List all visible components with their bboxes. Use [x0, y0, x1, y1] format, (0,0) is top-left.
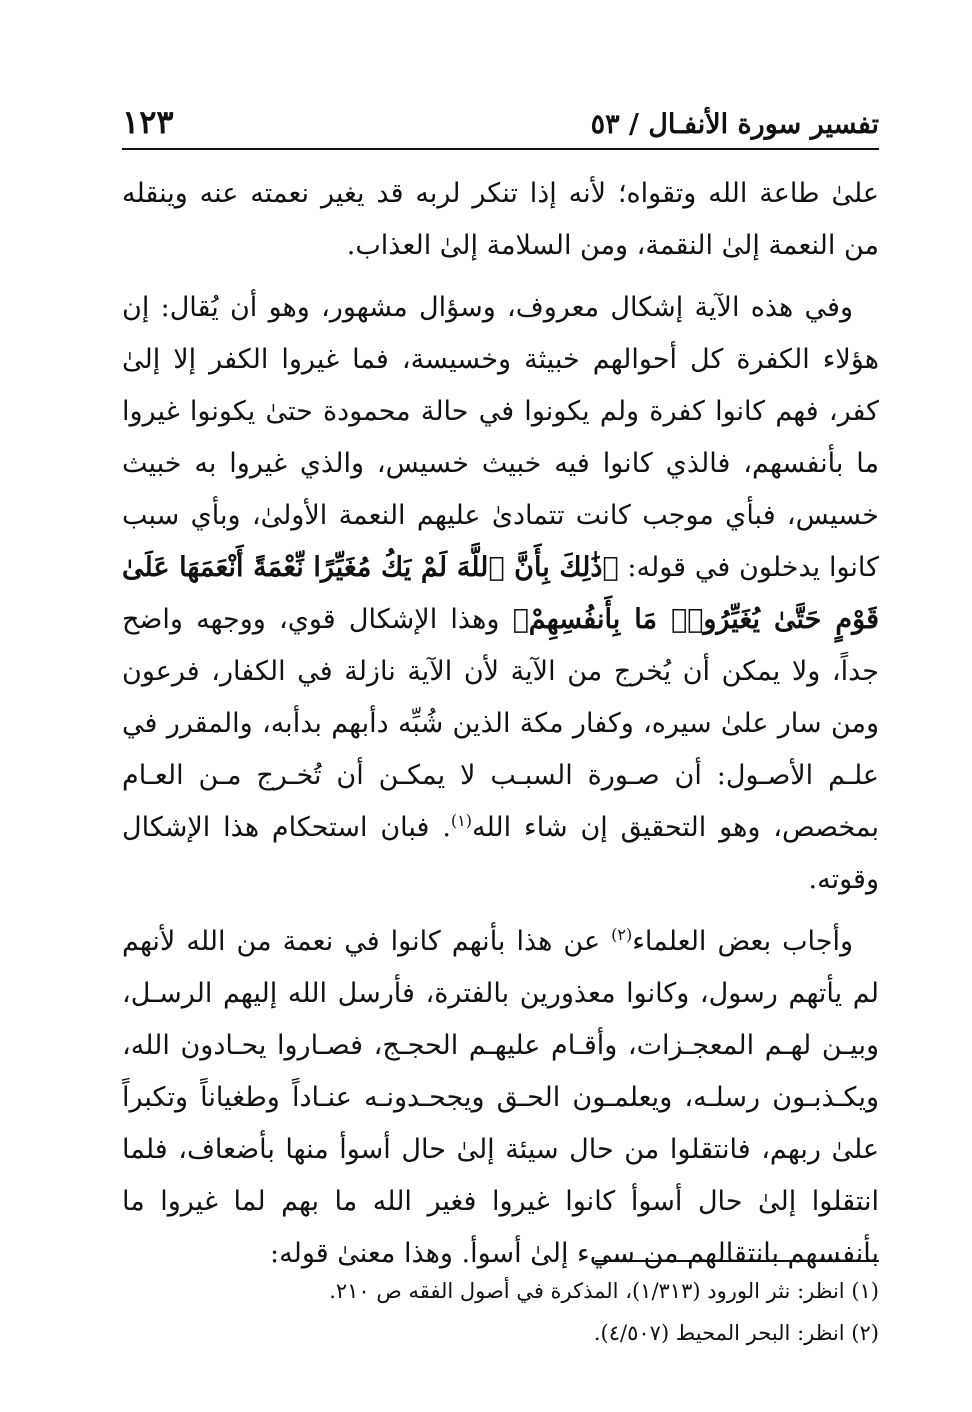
header-rule — [122, 148, 879, 150]
paragraph-2-ending: . فبان استحكام هذا الإشكال وقوته. — [122, 812, 879, 895]
paragraph-3-opening: وأجاب بعض العلماء — [632, 926, 853, 957]
quran-verse: ذَٰلِكَ بِأَنَّ ٱللَّهَ لَمْ يَكُ مُغَيِّرًا نِّعْمَةً أَنْعَمَهَا عَلَىٰ قَوْمٍ حَتَّىٰ يُغَيِّرُوا۟ مَا بِأَنفُسِهِمْ — [122, 552, 879, 635]
page-number: ١٢٣ — [122, 103, 174, 141]
footnote-ref-1: (١) — [450, 811, 473, 830]
paragraph-1: علىٰ طاعة الله وتقواه؛ لأنه إذا تنكر لربه قد يغير نعمته عنه وينقله من النعمة إلىٰ النقمة، ومن السلامة إلىٰ العذاب. — [122, 178, 879, 261]
main-text — [122, 168, 879, 1290]
quran-close-bracket: ﴾ — [512, 604, 529, 635]
paragraph-2 — [122, 282, 879, 906]
paragraph-3-continuation: عن هذا بأنهم كانوا في نعمة من الله لأنهم لم يأتهم رسول، وكانوا معذورين بالفترة، فأرسل الله إليهم الرسـل، وبيـن لهـم المعجـزات، وأقـام عليهـم الحجـج، فصـاروا يحـادون الله، ويكـذبـون رسلـه، ويعلمـون الحـق ويجحـدونـه عنـاداً وطغياناً وتكبراً علىٰ ربهم، فانتقلوا من حال سيئة إلىٰ حال أسوأ منها بأضعاف، فلما انتقلوا إلىٰ حال أسوأ كانوا غيروا فغير الله ما بهم لما غيروا ما بأنفسهم بانتقالهم من سيء إلىٰ أسوأ. وهذا معنىٰ قوله: — [122, 926, 879, 1269]
running-title: تفسير سورة الأنفـال / ٥٣ — [590, 109, 879, 140]
quran-open-bracket: ﴿ — [602, 552, 619, 583]
paragraph-2-opening: وفي هذه الآية إشكال معروف، وسؤال مشهور، وهو أن يُقال: إن هؤلاء الكفرة كل أحوالهم خبيثة وخسيسة، فما غيروا الكفر إلا إلىٰ كفر، فهم كانوا كفرة ولم يكونوا في حالة محمودة حتىٰ يكونوا غيروا ما بأنفسهم، فالذي كانوا فيه خبيث خسيس، والذي غيروا به خبيث خسيس، فبأي موجب كانت تتمادىٰ عليهم النعمة الأولىٰ، وبأي سبب كانوا يدخلون في قوله: — [122, 292, 879, 583]
footnote-2: (٢) انظر: البحر المحيط (٤/٥٠٧). — [593, 1321, 879, 1345]
paragraph-3 — [122, 916, 879, 1280]
footnotes — [122, 1270, 879, 1354]
page-header — [122, 92, 879, 144]
footnote-1: (١) انظر: نثر الورود (١/٣١٣)، المذكرة في أصول الفقه ص ٢١٠. — [329, 1279, 879, 1303]
footnote-separator — [595, 1260, 879, 1262]
footnote-ref-2: (٢) — [611, 925, 633, 944]
paragraph-2-continuation: وهذا الإشكال قوي، ووجهه واضح جداً، ولا يمكن أن يُخرج من الآية لأن الآية نازلة في الكفار، فرعون ومن سار علىٰ سيره، وكفار مكة الذين شُبِّه دأبهم بدأبه، والمقرر في علـم الأصـول: أن صـورة السبـب لا يمكـن أن تُخـرج مـن العـام بمخصص، وهو التحقيق إن شاء الله — [122, 604, 879, 843]
